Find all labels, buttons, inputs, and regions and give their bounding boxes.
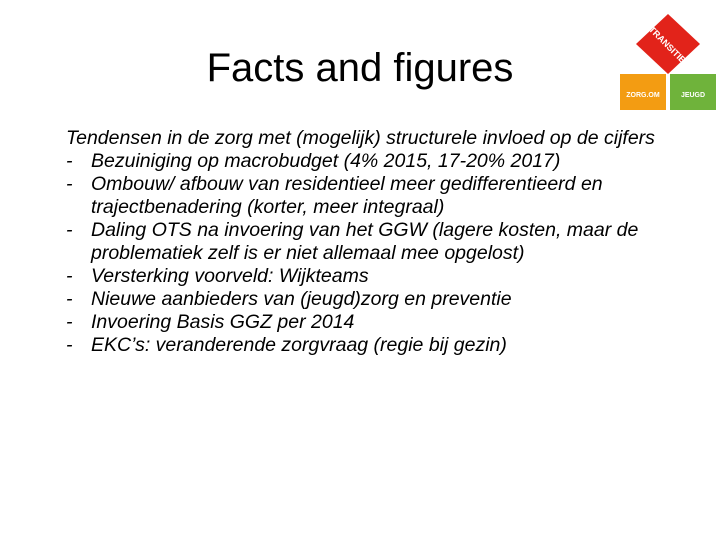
logo-top-text: TRANSITIE <box>646 24 688 66</box>
logo-orange-block <box>620 74 666 110</box>
logo-right-text: JEUGD <box>680 92 706 99</box>
bullet-text: Nieuwe aanbieders van (jeugd)zorg en preventie <box>91 288 512 310</box>
bullet-marker: - <box>66 334 73 356</box>
slide-body <box>66 127 706 357</box>
bullet-marker: - <box>66 311 73 333</box>
bullet-marker: - <box>66 150 73 172</box>
bullet-text: Ombouw/ afbouw van residentieel meer gedifferentieerd en trajectbenadering (korter, meer integraal) <box>91 173 603 218</box>
bullet-text: Bezuiniging op macrobudget (4% 2015, 17-20% 2017) <box>91 150 561 172</box>
bullet-item <box>66 265 706 288</box>
bullet-item <box>66 288 706 311</box>
intro-text: Tendensen in de zorg met (mogelijk) structurele invloed op de cijfers <box>66 127 655 149</box>
transitie-jeugdzorg-logo <box>620 14 716 110</box>
bullet-item <box>66 219 706 265</box>
logo-red-diamond <box>636 14 700 74</box>
bullet-marker: - <box>66 173 73 195</box>
bullet-marker: - <box>66 265 73 287</box>
bullet-list <box>66 150 706 357</box>
page-title: Facts and figures <box>206 46 514 90</box>
bullet-marker: - <box>66 288 73 310</box>
logo-left-text: ZORG.OM <box>626 92 660 99</box>
bullet-item <box>66 311 706 334</box>
logo-green-block <box>670 74 716 110</box>
bullet-item <box>66 150 706 173</box>
bullet-text: Versterking voorveld: Wijkteams <box>91 265 369 287</box>
bullet-text: Invoering Basis GGZ per 2014 <box>91 311 355 333</box>
bullet-item <box>66 334 706 357</box>
bullet-text: Daling OTS na invoering van het GGW (lagere kosten, maar de problematiek zelf is er niet allemaal mee opgelost) <box>91 219 639 264</box>
bullet-item <box>66 173 706 219</box>
bullet-marker: - <box>66 219 73 241</box>
bullet-text: EKC’s: veranderende zorgvraag (regie bij gezin) <box>91 334 507 356</box>
